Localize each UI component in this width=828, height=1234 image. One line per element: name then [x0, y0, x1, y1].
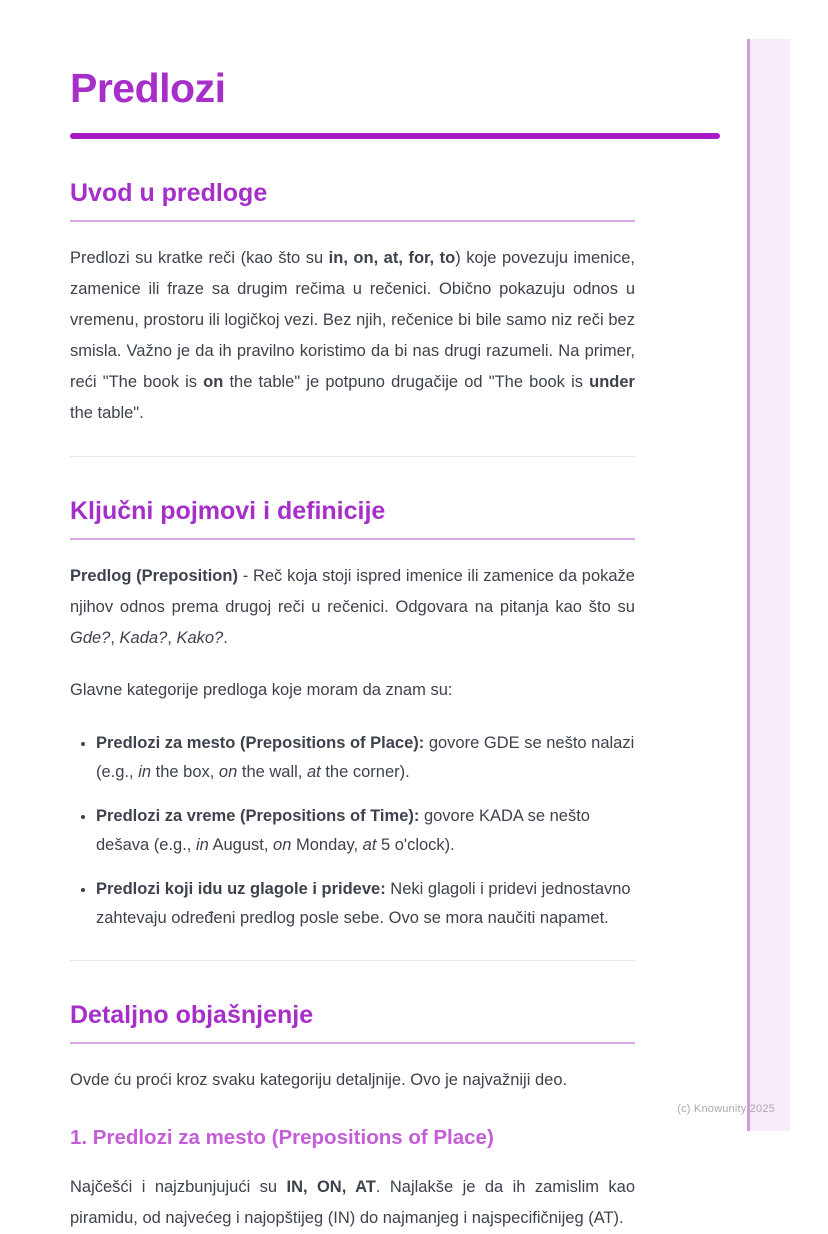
section-divider: [70, 960, 635, 961]
subsection-heading: 1. Predlozi za mesto (Prepositions of Place): [70, 1126, 494, 1149]
section-key-terms: [70, 496, 635, 933]
categories-lead-in: Glavne kategorije predloga koje moram da znam su:: [70, 681, 453, 699]
subsection-paragraph: Najčešći i najzbunjujući su IN, ON, AT. Najlakše je da ih zamislim kao piramidu, od najvećeg i najopštijeg (IN) do najmanjeg i najspecifičnijeg (AT).: [70, 1178, 636, 1227]
copyright-watermark: (c) Knowunity 2025: [677, 1103, 775, 1115]
intro-heading: Uvod u predloge: [70, 178, 635, 222]
decorative-side-stripe: [747, 39, 790, 1131]
list-item: • Predlozi za vreme (Prepositions of Time): govore KADA se nešto dešava (e.g., in August, on Monday, at 5 o'clock).: [96, 802, 635, 860]
categories-list: [70, 729, 635, 933]
detailed-lead-in: Ovde ću proći kroz svaku kategoriju detaljnije. Ovo je najvažniji deo.: [70, 1071, 568, 1089]
document-content: [70, 0, 635, 1234]
list-item: • Predlozi koji idu uz glagole i prideve: Neki glagoli i pridevi jednostavno zahtevaju određeni predlog posle sebe. Ovo se mora naučiti napamet.: [96, 875, 635, 933]
detailed-heading: Detaljno objašnjenje: [70, 1000, 635, 1044]
title-rule: [70, 133, 720, 139]
intro-paragraph: Predlozi su kratke reči (kao što su in, on, at, for, to) koje povezuju imenice, zamenice ili fraze sa drugim rečima u rečenici. Obično pokazuju odnos u vremenu, prostoru ili logičkoj vezi. Bez njih, rečenice bi bile samo niz reči bez smisla. Važno je da ih pravilno koristimo da bi nas drugi razumeli. Na primer, reći "The book is on the table" je potpuno drugačije od "The book is under the table".: [70, 249, 635, 422]
section-detailed: [70, 1000, 635, 1234]
list-item: • Predlozi za mesto (Prepositions of Place): govore GDE se nešto nalazi (e.g., in the box, on the wall, at the corner).: [96, 729, 635, 787]
page-title: Predlozi: [70, 65, 226, 111]
definition-paragraph: Predlog (Preposition) - Reč koja stoji ispred imenice ili zamenice da pokaže njihov odnos prema drugoj reči u rečenici. Odgovara na pitanja kao što su Gde?, Kada?, Kako?.: [70, 567, 635, 647]
key-terms-heading: Ključni pojmovi i definicije: [70, 496, 635, 540]
section-divider: [70, 456, 635, 457]
section-intro: [70, 178, 635, 429]
